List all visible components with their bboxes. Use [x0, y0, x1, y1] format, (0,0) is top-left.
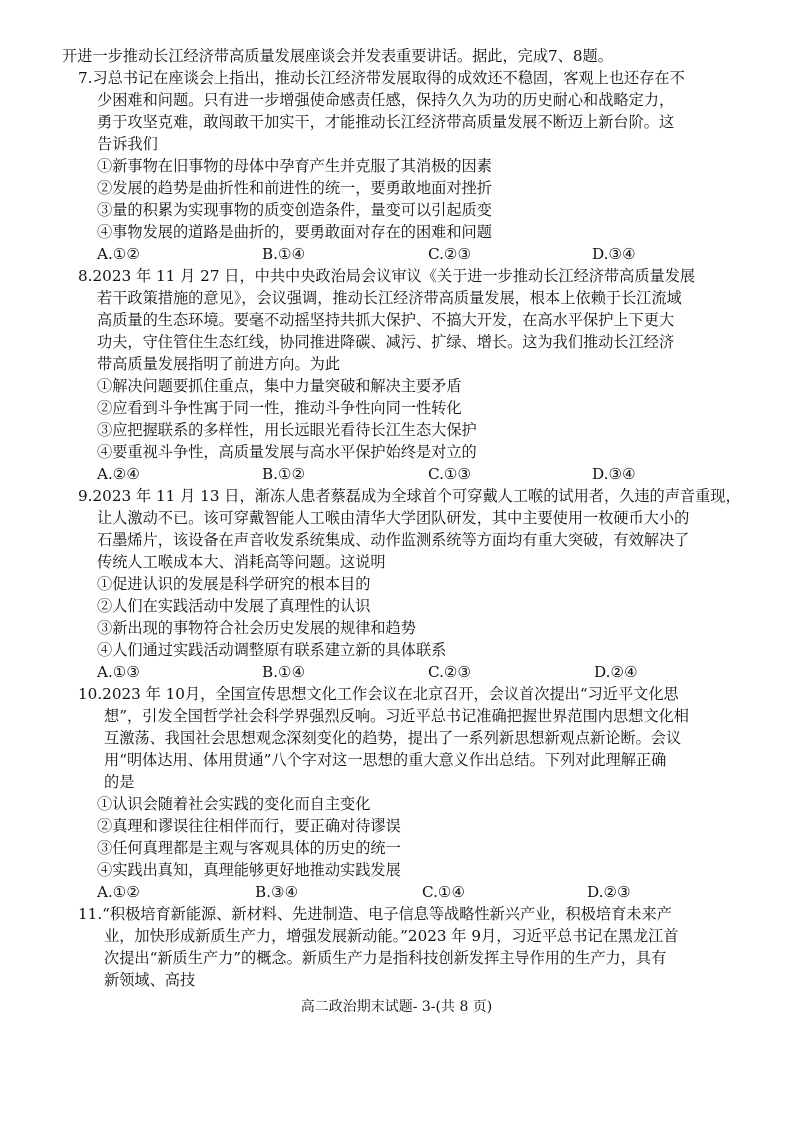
option-a: A.①③	[97, 663, 141, 681]
question-9-item-3: ③新出现的事物符合社会历史发展的规律和趋势	[97, 619, 416, 637]
option-d: D.②③	[587, 883, 631, 901]
question-7-item-1: ①新事物在旧事物的母体中孕育产生并克服了其消极的因素	[97, 157, 492, 175]
question-9-stem-line-2: 让人激动不已。该可穿戴智能人工喉由清华大学团队研发，其中主要使用一枚硬币大小的	[97, 509, 690, 527]
question-10-item-1: ①认识会随着社会实践的变化而自主变化	[97, 795, 371, 813]
question-11-stem-line-4: 新领域、高技	[104, 971, 196, 989]
question-10-stem-line-5: 的是	[104, 773, 135, 791]
question-7-stem-line-3: 勇于攻坚克难，敢闯敢干加实干，才能推动长江经济带高质量发展不断迈上新台阶。这	[97, 113, 675, 131]
question-9-item-1: ①促进认识的发展是科学研究的根本目的	[97, 575, 371, 593]
question-7-item-4: ④事物发展的道路是曲折的，要勇敢面对存在的困难和问题	[97, 223, 492, 241]
question-7-item-3: ③量的积累为实现事物的质变创造条件，量变可以引起质变	[97, 201, 492, 219]
question-8-stem-line-1: 8.2023 年 11 月 27 日，中共中央政治局会议审议《关于进一步推动长江经济带高质量发展	[78, 267, 696, 285]
question-8-item-4: ④要重视斗争性，高质量发展与高水平保护始终是对立的	[97, 443, 477, 461]
question-10-stem-line-1: 10.2023 年 10月，全国宣传思想文化工作会议在北京召开，会议首次提出“习近平文化思	[78, 685, 679, 703]
question-8-item-1: ①解决问题要抓住重点，集中力量突破和解决主要矛盾	[97, 377, 462, 395]
question-10-item-4: ④实践出真知，真理能够更好地推动实践发展	[97, 861, 401, 879]
question-10-item-2: ②真理和谬误往往相伴而行，要正确对待谬误	[97, 817, 401, 835]
option-a: A.②④	[97, 465, 141, 483]
question-11-stem-line-2: 业，加快形成新质生产力，增强发展新动能。”2023 年 9月，习近平总书记在黑龙江首	[104, 927, 679, 945]
question-11-stem-line-1: 11.“积极培育新能源、新材料、先进制造、电子信息等战略性新兴产业，积极培育未来产	[78, 905, 672, 923]
option-c: C.①③	[428, 465, 472, 483]
question-8-stem-line-3: 高质量的生态环境。要毫不动摇坚持共抓大保护、不搞大开发，在高水平保护上下更大	[97, 311, 675, 329]
intro-text: 开进一步推动长江经济带高质量发展座谈会并发表重要讲话。据此，完成7、8题。	[62, 47, 613, 65]
question-10-stem-line-2: 想”，引发全国哲学社会科学界强烈反响。习近平总书记准确把握世界范围内思想文化相	[104, 707, 689, 725]
question-8-stem-line-5: 带高质量发展指明了前进方向。为此	[97, 355, 340, 373]
option-c: C.②③	[428, 663, 472, 681]
question-9-stem-line-3: 石墨烯片，该设备在声音收发系统集成、动作监测系统等方面均有重大突破，有效解决了	[97, 531, 690, 549]
option-d: D.③④	[592, 245, 636, 263]
option-b: B.①②	[262, 465, 306, 483]
option-b: B.①④	[262, 663, 306, 681]
question-7-stem-line-1: 7.习总书记在座谈会上指出，推动长江经济带发展取得的成效还不稳固，客观上也还存在不	[78, 69, 685, 87]
option-c: C.①④	[422, 883, 466, 901]
question-10-stem-line-4: 用“明体达用、体用贯通”八个字对这一思想的重大意义作出总结。下列对此理解正确	[104, 751, 667, 769]
question-9-item-4: ④人们通过实践活动调整原有联系建立新的具体联系	[97, 641, 447, 659]
question-7-stem-line-4: 告诉我们	[97, 135, 158, 153]
question-9-stem-line-1: 9.2023 年 11 月 13 日，渐冻人患者蔡磊成为全球首个可穿戴人工喉的试用者，久违的声音重现，	[78, 487, 741, 505]
question-10-stem-line-3: 互激荡、我国社会思想观念深刻变化的趋势，提出了一系列新思想新观点新论断。会议	[104, 729, 682, 747]
option-d: D.③④	[592, 465, 636, 483]
question-8-item-3: ③应把握联系的多样性，用长远眼光看待长江生态大保护	[97, 421, 477, 439]
option-d: D.②④	[594, 663, 638, 681]
question-7-item-2: ②发展的趋势是曲折性和前进性的统一，要勇敢地面对挫折	[97, 179, 492, 197]
question-8-item-2: ②应看到斗争性寓于同一性，推动斗争性向同一性转化	[97, 399, 462, 417]
question-8-stem-line-2: 若干政策措施的意见》，会议强调，推动长江经济带高质量发展，根本上依赖于长江流域	[97, 289, 682, 307]
question-10-item-3: ③任何真理都是主观与客观具体的历史的统一	[97, 839, 401, 857]
option-a: A.①②	[97, 883, 141, 901]
option-b: B.①④	[262, 245, 306, 263]
question-9-stem-line-4: 传统人工喉成本大、消耗高等问题。这说明	[97, 553, 386, 571]
question-11-stem-line-3: 次提出“新质生产力”的概念。新质生产力是指科技创新发挥主导作用的生产力，具有	[104, 949, 667, 967]
option-a: A.①②	[97, 245, 141, 263]
option-b: B.③④	[255, 883, 299, 901]
question-9-item-2: ②人们在实践活动中发展了真理性的认识	[97, 597, 371, 615]
question-7-stem-line-2: 少困难和问题。只有进一步增强使命感责任感，保持久久为功的历史耐心和战略定力，	[97, 91, 675, 109]
page-footer: 高二政治期末试题- 3-(共 8 页)	[300, 999, 493, 1015]
option-c: C.②③	[428, 245, 472, 263]
question-8-stem-line-4: 功夫，守住管住生态红线，协同推进降碳、减污、扩绿、增长。这为我们推动长江经济	[97, 333, 675, 351]
